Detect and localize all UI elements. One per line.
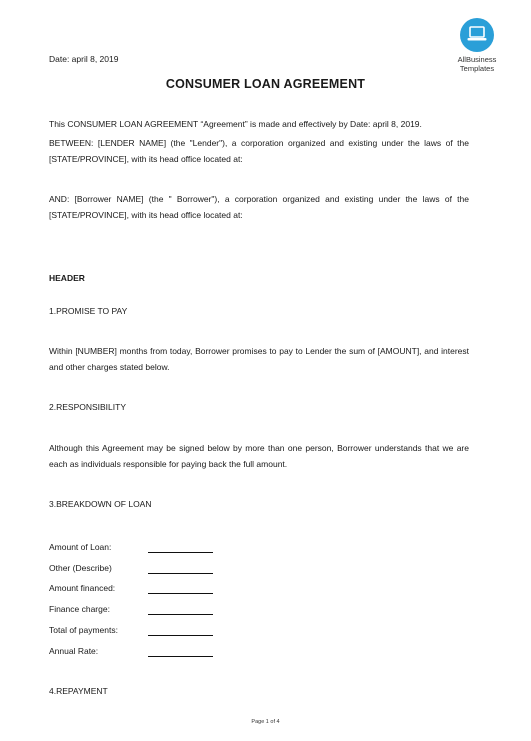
annual-rate-field[interactable] [148,656,213,657]
breakdown-row [49,625,229,637]
laptop-icon [460,18,494,52]
breakdown-label: Other (Describe) [49,563,112,573]
breakdown-row [49,583,229,595]
other-field[interactable] [148,573,213,574]
breakdown-row [49,646,229,658]
section-text-promise: Within [NUMBER] months from today, Borrower promises to pay to Lender the sum of [AMOUNT], and interest and other charges stated below. [49,346,469,372]
total-of-payments-field[interactable] [148,635,213,636]
amount-of-loan-field[interactable] [148,552,213,553]
document-title: CONSUMER LOAN AGREEMENT [165,77,366,91]
breakdown-row [49,563,229,575]
section-heading-repayment: 4.REPAYMENT [49,686,108,696]
section-text-responsibility: Although this Agreement may be signed below by more than one person, Borrower understands that we are each as individuals responsible for paying back the full amount. [49,443,469,469]
section-heading-promise: 1.PROMISE TO PAY [49,306,128,316]
breakdown-label: Annual Rate: [49,646,99,656]
breakdown-row [49,542,229,554]
between-paragraph: BETWEEN: [LENDER NAME] (the "Lender"), a corporation organized and existing under the laws of the [STATE/PROVINCE], with its head office located at: [49,138,469,164]
section-heading-breakdown: 3.BREAKDOWN OF LOAN [49,499,152,509]
document-date: Date: april 8, 2019 [49,54,119,64]
breakdown-row [49,604,229,616]
brand-name-line1: AllBusiness [457,55,497,64]
breakdown-label: Finance charge: [49,604,110,614]
brand-name-line2: Templates [459,64,495,73]
header-label: HEADER [49,273,85,283]
page-footer: Page 1 of 4 [251,719,280,725]
intro-paragraph: This CONSUMER LOAN AGREEMENT “Agreement” is made and effectively by Date: april 8, 2019. [49,119,422,129]
section-heading-responsibility: 2.RESPONSIBILITY [49,402,126,412]
amount-financed-field[interactable] [148,593,213,594]
breakdown-label: Total of payments: [49,625,118,635]
breakdown-label: Amount of Loan: [49,542,112,552]
and-paragraph: AND: [Borrower NAME] (the " Borrower"), a corporation organized and existing under the laws of the [STATE/PROVINCE], with its head office located at: [49,194,469,220]
breakdown-label: Amount financed: [49,583,116,593]
finance-charge-field[interactable] [148,614,213,615]
brand-logo[interactable] [446,18,508,73]
